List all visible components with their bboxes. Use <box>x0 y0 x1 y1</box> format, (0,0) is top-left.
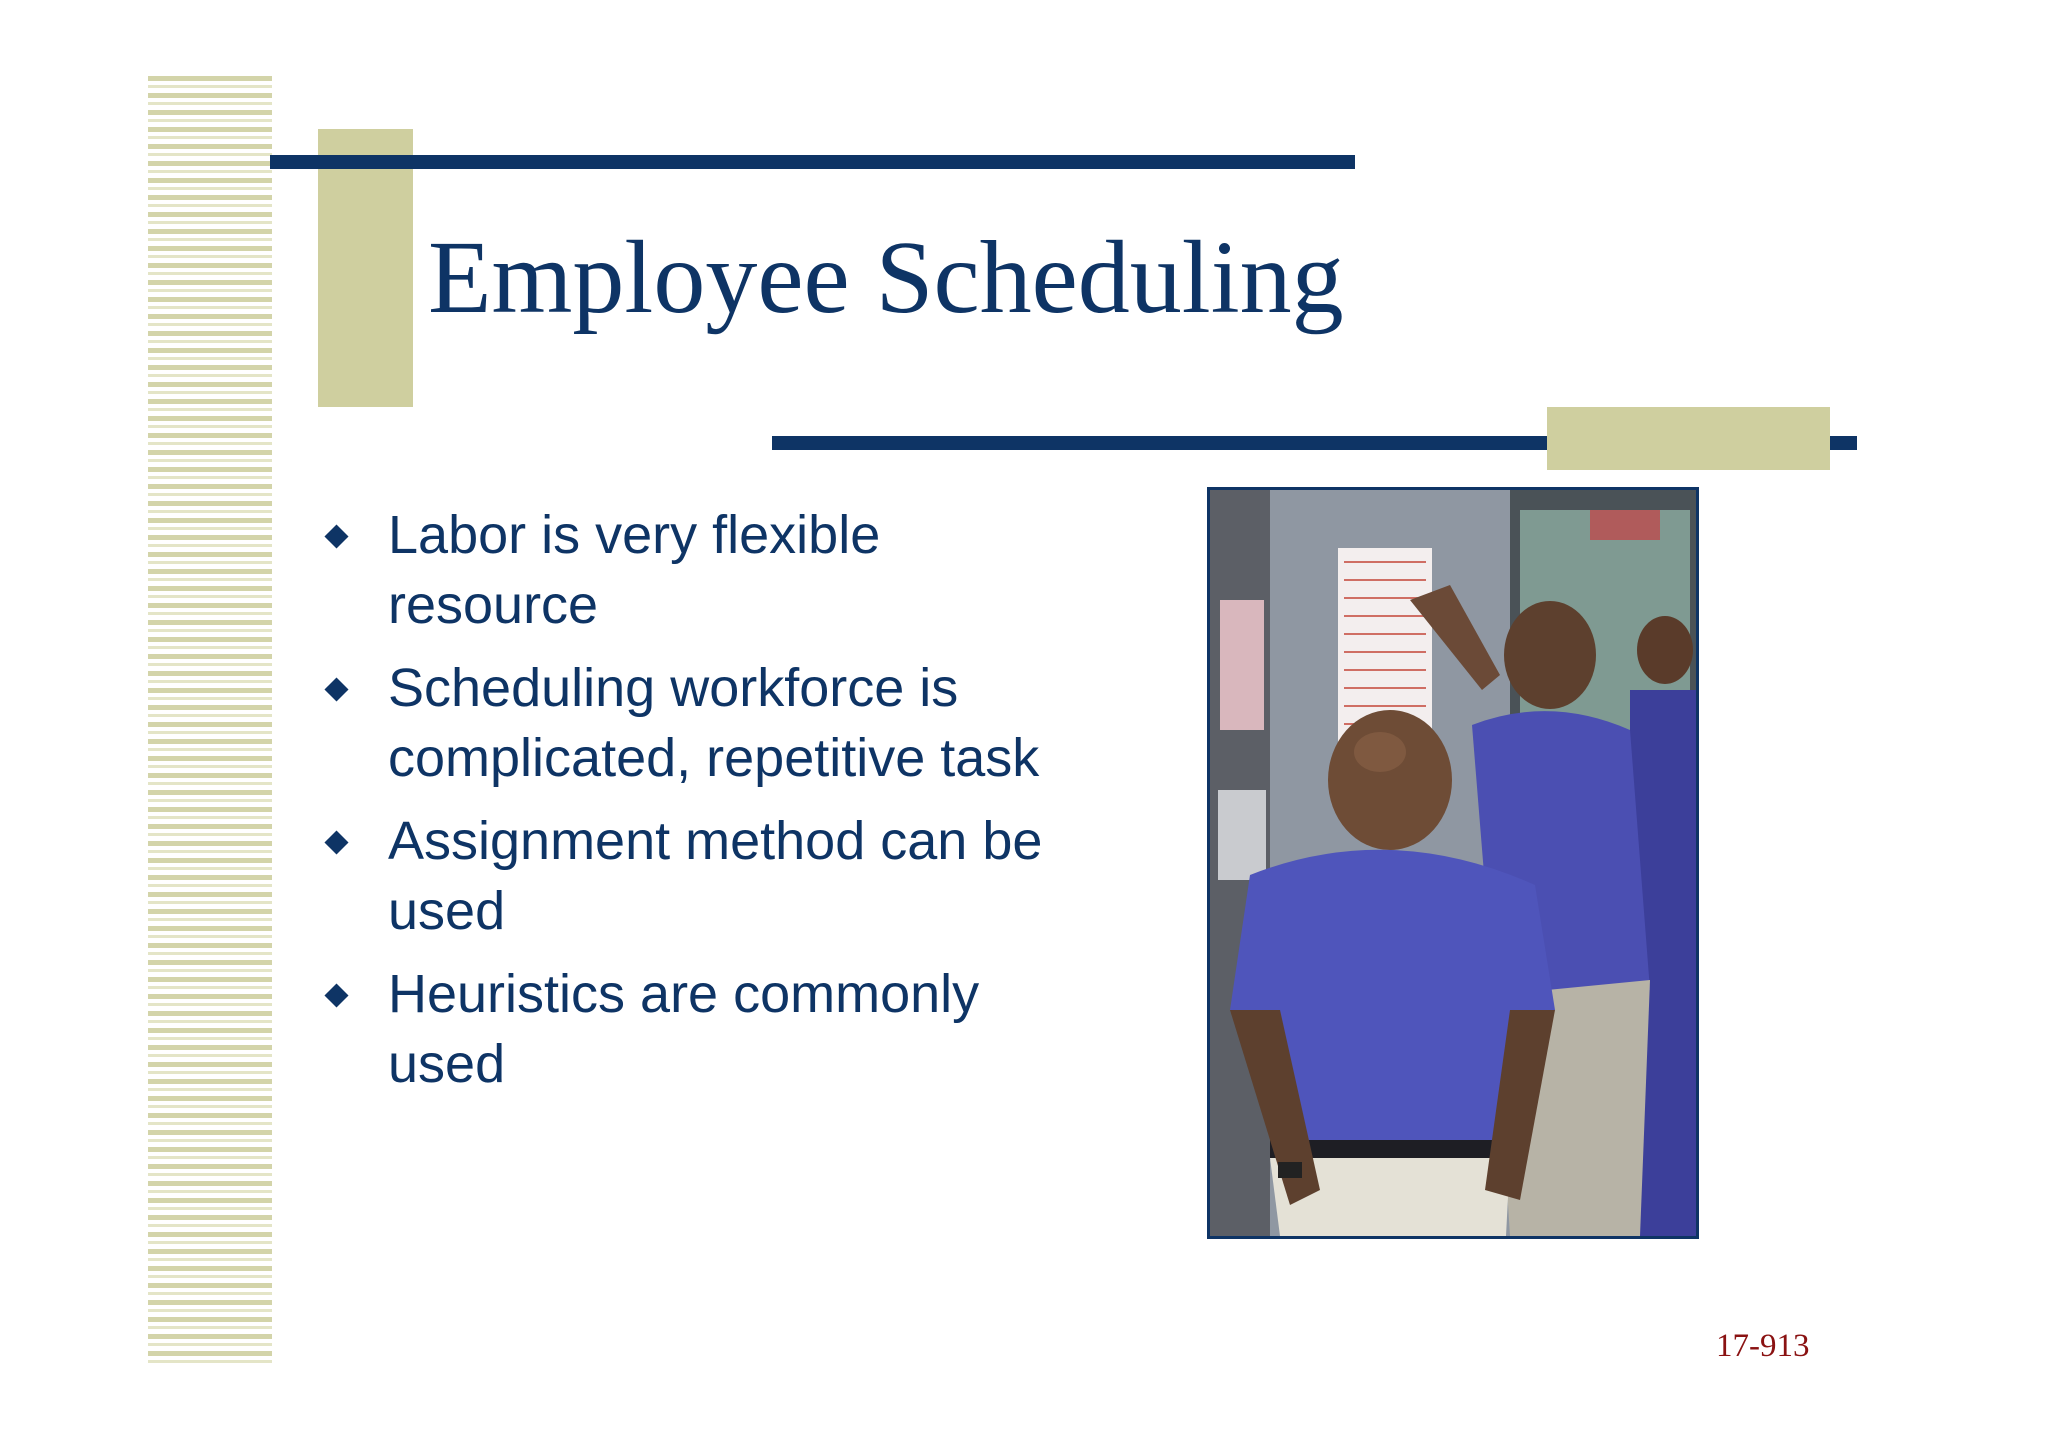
bullet-item <box>318 959 1078 1099</box>
slide-title: Employee Scheduling <box>428 220 1344 335</box>
bullet-list <box>318 500 1078 1112</box>
bullet-text: Assignment method can be used <box>388 811 1043 941</box>
photo-illustration <box>1210 490 1696 1236</box>
bullet-text: Scheduling workforce is complicated, repetitive task <box>388 658 1040 788</box>
diamond-bullet-icon <box>324 983 348 1007</box>
title-accent-block <box>318 129 413 407</box>
bullet-item <box>318 806 1078 946</box>
slide-number: 17-913 <box>1716 1328 1810 1364</box>
employees-reading-schedule-photo <box>1207 487 1699 1239</box>
top-rule <box>270 155 1355 169</box>
bullet-text: Heuristics are commonly used <box>388 964 980 1094</box>
left-stripe-decoration <box>148 76 272 1368</box>
diamond-bullet-icon <box>324 524 348 548</box>
diamond-bullet-icon <box>324 677 348 701</box>
bullet-item <box>318 500 1078 640</box>
bullet-item <box>318 653 1078 793</box>
bullet-text: Labor is very flexible resource <box>388 505 881 635</box>
diamond-bullet-icon <box>324 830 348 854</box>
right-accent-block <box>1547 407 1830 470</box>
